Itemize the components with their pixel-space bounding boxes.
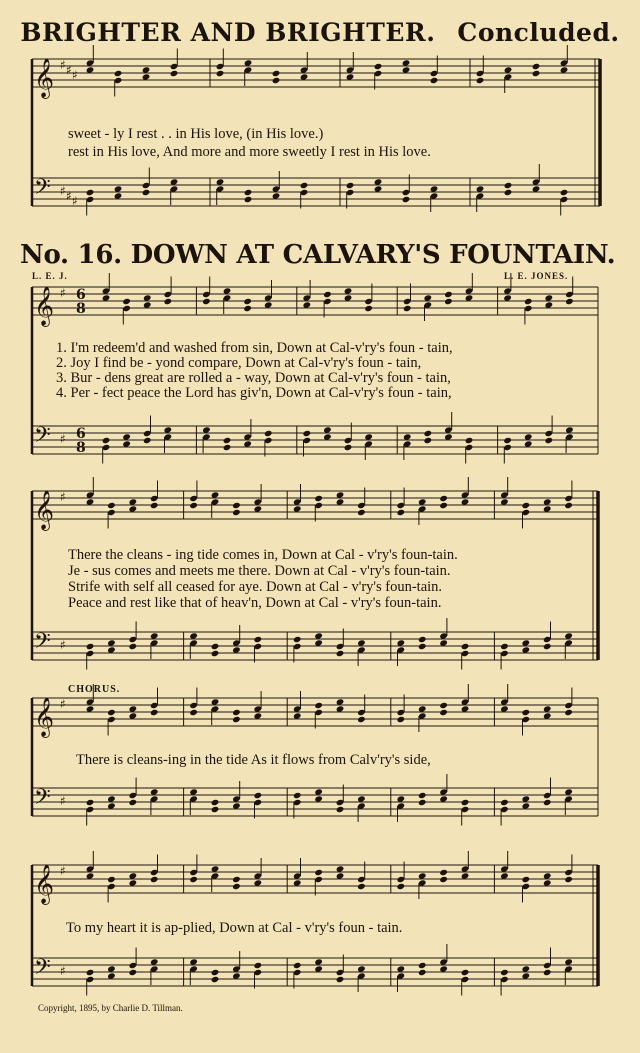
hymn-system-2-bass-note-head-lower [336, 650, 345, 657]
chorus-system-1-bass-note-head-upper [461, 799, 470, 806]
chorus-system-2-treble-note-head-upper [522, 876, 531, 883]
hymn-system-1-treble-time-bottom: 8 [76, 301, 86, 317]
hymn-system-2-treble-note-head-upper [232, 502, 241, 509]
hymn-system-1-treble-clef: 𝄞 [34, 286, 55, 326]
previous-system-bass-note-head-upper [244, 189, 253, 196]
previous-system-treble-note-head-lower [430, 77, 439, 84]
hymn-system-1-bass-note-head-lower [223, 444, 232, 451]
chorus-system-1-treble-note-head-lower [439, 709, 448, 716]
chorus-system-1-treble-note-head-upper [439, 702, 448, 709]
hymn-system-2-bass-note-head-lower [129, 643, 138, 650]
previous-system-bass-note-head-upper [300, 182, 309, 189]
hymn-system-1-bass-note-head-lower [143, 437, 152, 444]
hymn-system-1-treble-note-head-lower [164, 298, 173, 305]
chorus-system-1-treble-note-head-lower [357, 716, 366, 723]
chorus-system-2-treble-note-head-lower [397, 883, 406, 890]
hymn-system-2-treble-clef: 𝄞 [34, 490, 55, 530]
hymn-system-1-bass-note-head-upper [223, 437, 232, 444]
chorus-system-2-treble-note-head-lower [189, 876, 198, 883]
chorus-system-1-bass-note-head-upper [500, 799, 509, 806]
verse-4-line-2: Peace and rest like that of heav'n, Down at Cal - v'ry's foun-tain. [68, 595, 442, 611]
previous-system-bass-note-head-upper [560, 189, 569, 196]
chorus-system-2-bass-staff [32, 958, 598, 986]
chorus-system-1-treble-note-head-upper [107, 709, 116, 716]
chorus-system-1-treble-note-head-lower [397, 716, 406, 723]
hymn-system-2-treble-sharp: ♯ [60, 490, 66, 504]
hymn-system-1-treble-time-top: 6 [76, 287, 86, 303]
hymn-system-1-bass-note-head-upper [465, 437, 474, 444]
hymn-system-1-treble-note-head-lower [243, 305, 252, 312]
previous-system-bass-staff [32, 178, 600, 206]
previous-system-treble-sharp: ♯ [60, 58, 66, 72]
chorus-system-1-treble-note-head-lower [564, 709, 573, 716]
hymn-system-2-bass-staff [32, 632, 598, 660]
hymn-title: No. 16. DOWN AT CALVARY'S FOUNTAIN. [20, 240, 616, 270]
chorus-system-2-bass-note-head-upper [500, 969, 509, 976]
hymn-system-1-bass-note-head-lower [344, 444, 353, 451]
previous-system-treble-sharp: ♯ [66, 63, 72, 77]
chorus-system-2-bass-note-head-upper [211, 969, 220, 976]
chorus-system-2-treble-sharp: ♯ [60, 864, 66, 878]
hymn-system-2-bass-note-head-lower [211, 650, 220, 657]
previous-system-treble-note-head-upper [272, 70, 281, 77]
previous-system-bass-sharp: ♯ [72, 194, 78, 208]
words-credit: L. E. J. [32, 271, 68, 281]
hymn-system-1-bass-note-head-lower [545, 437, 554, 444]
previous-system-treble-note-head-lower [170, 70, 179, 77]
hymn-system-2-treble-note-head-upper [107, 502, 116, 509]
hymn-system-1-treble-staff [32, 287, 598, 315]
chorus-system-2-bass-note-head-lower [129, 969, 138, 976]
previous-system-treble-note-head-upper [374, 63, 383, 70]
previous-system-treble-sharp: ♯ [72, 68, 78, 82]
chorus-system-2-treble-note-head-upper [439, 869, 448, 876]
chorus-system-2-treble-note-head-lower [564, 876, 573, 883]
hymn-system-1-bass-time-top: 6 [76, 426, 86, 442]
copyright-notice: Copyright, 1895, by Charlie D. Tillman. [38, 1003, 183, 1013]
chorus-system-2-treble-note-head-lower [357, 883, 366, 890]
previous-system-treble-note-head-lower [272, 77, 281, 84]
verse-2-line-2: Je - sus comes and meets me there. Down at Cal - v'ry's foun-tain. [68, 563, 451, 579]
hymn-system-1-bass-note-head-upper [503, 437, 512, 444]
previous-system-treble-note-head-lower [216, 70, 225, 77]
previous-hymn-name: BRIGHTER AND BRIGHTER. [20, 18, 436, 47]
previous-system-bass-note-head-lower [402, 196, 411, 203]
chorus-system-1-bass-note-head-upper [211, 799, 220, 806]
chorus-system-1-treble-clef: 𝄞 [34, 697, 55, 737]
hymn-system-1-treble-note-head-upper [122, 298, 131, 305]
previous-system-treble-note-head-upper [114, 70, 123, 77]
hymn-system-2-bass-note-head-lower [418, 643, 427, 650]
chorus-system-2-bass-note-head-upper [293, 962, 302, 969]
hymn-system-2-bass-note-head-upper [418, 636, 427, 643]
hymn-system-1-treble-note-head-lower [403, 305, 412, 312]
chorus-system-2-bass-note-head-lower [211, 976, 220, 983]
chorus-system-1-bass-note-head-lower [418, 799, 427, 806]
verse-3-line-2: Strife with self all ceased for aye. Down at Cal - v'ry's foun-tain. [68, 579, 443, 595]
hymn-system-2-treble-note-head-upper [522, 502, 531, 509]
chorus-system-2-treble-note-head-lower [150, 876, 159, 883]
music-credit: L. E. JONES. [504, 271, 569, 281]
previous-system-bass-sharp: ♯ [66, 189, 72, 203]
hymn-system-2-treble-note-head-lower [150, 502, 159, 509]
chorus-system-2-bass-sharp: ♯ [60, 964, 66, 978]
chorus-line-1: There is cleans-ing in the tide As it flows from Calv'ry's side, [76, 752, 431, 768]
chorus-system-2-bass-note-head-upper [418, 962, 427, 969]
previous-lyric-line-1: sweet - ly I rest . . in His love, (in His love.) [68, 126, 324, 142]
hymn-system-2-treble-note-head-lower [357, 509, 366, 516]
verse-4-line-1: 4. Per - fect peace the Lord has giv'n, Down at Cal-v'ry's foun - tain, [56, 385, 452, 401]
previous-system-bass-note-head-lower [244, 196, 253, 203]
previous-system-bass-note-head-lower [504, 189, 513, 196]
previous-system-bass-note-head-lower [142, 189, 151, 196]
previous-system-treble-note-head-upper [532, 63, 541, 70]
hymn-system-2-bass-clef: 𝄢 [34, 629, 51, 659]
hymn-system-2-bass-note-head-upper [461, 643, 470, 650]
chorus-system-1-bass-note-head-upper [418, 792, 427, 799]
previous-system-bass-clef: 𝄢 [34, 175, 51, 205]
hymn-system-2-bass-note-head-lower [543, 643, 552, 650]
hymn-system-2-bass-note-head-upper [211, 643, 220, 650]
chorus-system-1-treble-note-head-upper [522, 709, 531, 716]
chorus-system-2-treble-note-head-upper [232, 876, 241, 883]
chorus-system-1-bass-sharp: ♯ [60, 794, 66, 808]
hymn-system-1-bass-note-head-upper [424, 430, 433, 437]
verse-1-line-1: 1. I'm redeem'd and washed from sin, Down at Cal-v'ry's foun - tain, [56, 340, 453, 356]
hymn-system-1-treble-sharp: ♯ [60, 286, 66, 300]
hymn-system-1-treble-note-head-lower [444, 298, 453, 305]
hymn-system-2-treble-note-head-upper [439, 495, 448, 502]
chorus-system-2-bass-note-head-upper [254, 962, 263, 969]
chorus-system-1-bass-note-head-upper [86, 799, 95, 806]
previous-system-bass-sharp: ♯ [60, 184, 66, 198]
hymn-system-1-treble-note-head-lower [565, 298, 574, 305]
chorus-system-2-bass-note-head-lower [336, 976, 345, 983]
hymn-system-2-treble-note-head-lower [439, 502, 448, 509]
hymn-system-2-treble-note-head-lower [189, 502, 198, 509]
chorus-label: CHORUS. [68, 684, 121, 695]
hymn-system-1-treble-note-head-upper [243, 298, 252, 305]
chorus-system-2-bass-clef: 𝄢 [34, 955, 51, 985]
previous-lyric-line-2: rest in His love, And more and more sweetly I rest in His love. [68, 144, 431, 160]
chorus-system-1-treble-note-head-lower [150, 709, 159, 716]
hymn-system-2-bass-note-head-upper [86, 643, 95, 650]
chorus-system-1-treble-note-head-lower [189, 709, 198, 716]
chorus-system-2-bass-note-head-lower [543, 969, 552, 976]
hymn-system-1-bass-note-head-upper [303, 430, 312, 437]
hymn-system-2-bass-note-head-upper [500, 643, 509, 650]
hymn-system-2-bass-sharp: ♯ [60, 638, 66, 652]
hymn-system-2-bass-note-head-upper [254, 636, 263, 643]
chorus-system-1-bass-note-head-lower [129, 799, 138, 806]
hymn-system-2-treble-note-head-lower [397, 509, 406, 516]
chorus-system-2-treble-note-head-lower [439, 876, 448, 883]
chorus-system-1-bass-note-head-lower [211, 806, 220, 813]
chorus-system-1-bass-note-head-lower [336, 806, 345, 813]
chorus-system-1-bass-note-head-upper [293, 792, 302, 799]
chorus-system-2-bass-note-head-upper [461, 969, 470, 976]
previous-system-bass-note-head-upper [504, 182, 513, 189]
previous-system-bass-note-head-upper [86, 189, 95, 196]
chorus-system-2-bass-note-head-upper [86, 969, 95, 976]
hymn-system-1-bass-note-head-upper [102, 437, 111, 444]
chorus-system-2-treble-clef: 𝄞 [34, 864, 55, 904]
chorus-system-2-treble-note-head-upper [107, 876, 116, 883]
previous-system-treble-clef: 𝄞 [34, 58, 55, 98]
chorus-system-1-treble-note-head-lower [232, 716, 241, 723]
chorus-system-1-bass-note-head-upper [254, 792, 263, 799]
chorus-system-1-bass-note-head-lower [543, 799, 552, 806]
hymn-system-1-treble-note-head-upper [323, 291, 332, 298]
hymn-system-2-treble-note-head-lower [564, 502, 573, 509]
hymn-system-1-treble-note-head-upper [444, 291, 453, 298]
hymn-system-1-bass-note-head-lower [424, 437, 433, 444]
hymn-system-1-bass-staff [32, 426, 598, 454]
hymn-system-2-bass-note-head-upper [293, 636, 302, 643]
previous-hymn-suffix: Concluded. [457, 18, 620, 47]
previous-system-bass-note-head-upper [346, 182, 355, 189]
chorus-system-2-treble-note-head-lower [232, 883, 241, 890]
verse-2-line-1: 2. Joy I find be - yond compare, Down at Cal-v'ry's foun - tain, [56, 355, 422, 371]
hymn-system-1-bass-clef: 𝄢 [34, 423, 51, 453]
previous-system-treble-note-head-lower [532, 70, 541, 77]
hymn-system-1-treble-note-head-upper [524, 298, 533, 305]
chorus-line-2: To my heart it is ap-plied, Down at Cal - v'ry's foun - tain. [66, 920, 403, 936]
chorus-system-2-bass-note-head-lower [418, 969, 427, 976]
chorus-system-1-treble-sharp: ♯ [60, 697, 66, 711]
previous-system-treble-note-head-lower [476, 77, 485, 84]
chorus-system-1-bass-clef: 𝄢 [34, 785, 51, 815]
chorus-system-1-bass-staff [32, 788, 598, 816]
hymn-system-2-treble-note-head-lower [232, 509, 241, 516]
hymn-system-1-treble-note-head-lower [202, 298, 211, 305]
chorus-system-2-treble-note-head-upper [314, 869, 323, 876]
hymn-system-1-bass-time-bottom: 8 [76, 440, 86, 456]
hymn-system-2-treble-note-head-upper [314, 495, 323, 502]
verse-1-line-2: There the cleans - ing tide comes in, Down at Cal - v'ry's foun-tain. [68, 547, 458, 563]
chorus-system-1-treble-note-head-upper [314, 702, 323, 709]
hymn-system-1-treble-note-head-lower [364, 305, 373, 312]
verse-3-line-1: 3. Bur - dens great are rolled a - way, Down at Cal-v'ry's foun - tain, [56, 370, 451, 386]
hymn-system-1-bass-sharp: ♯ [60, 432, 66, 446]
chorus-system-1-treble-note-head-upper [232, 709, 241, 716]
hymn-system-1-bass-note-head-upper [264, 430, 273, 437]
